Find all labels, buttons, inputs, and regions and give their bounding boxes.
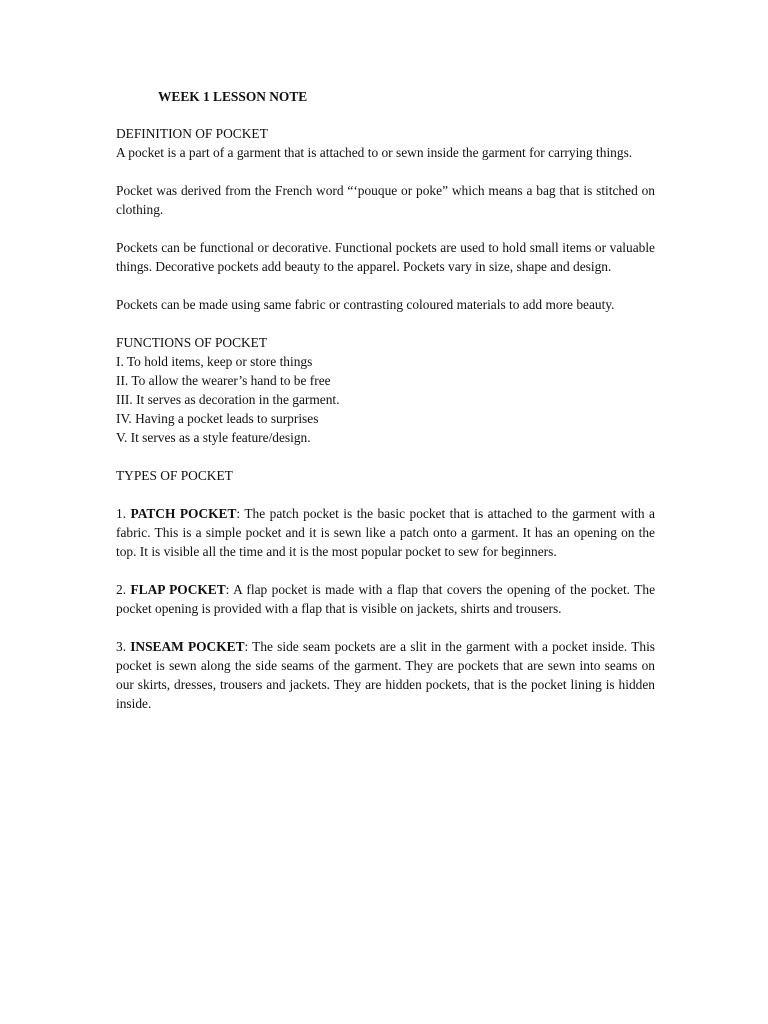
type-patch-pocket: [116, 504, 655, 561]
function-item: III. It serves as decoration in the garment.: [116, 392, 340, 407]
type-name: INSEAM POCKET: [130, 639, 245, 654]
type-flap-pocket: [116, 580, 655, 618]
type-description: : A flap pocket is made with a flap that covers the opening of the pocket. The pocket opening is provided with a flap that is visible on jackets, shirts and trousers.: [116, 582, 656, 616]
type-name: FLAP POCKET: [130, 582, 226, 597]
type-description: : The side seam pockets are a slit in the garment with a pocket inside. This pocket is sewn along the side seams of the garment. They are pockets that are sewn into seams on our skirts, dresses, trousers and jackets. They are hidden pockets, that is the pocket lining is hidden inside.: [116, 639, 656, 711]
functions-section: [116, 333, 655, 447]
function-item: IV. Having a pocket leads to surprises: [116, 411, 319, 426]
functions-heading: FUNCTIONS OF POCKET: [116, 335, 268, 350]
definition-paragraph: A pocket is a part of a garment that is attached to or sewn inside the garment for carrying things.: [116, 145, 633, 160]
function-item: II. To allow the wearer’s hand to be free: [116, 373, 331, 388]
function-item: I. To hold items, keep or store things: [116, 354, 313, 369]
document-page: [116, 87, 655, 732]
type-number: 1.: [116, 506, 131, 521]
definition-heading: DEFINITION OF POCKET: [116, 126, 268, 141]
etymology-paragraph: Pocket was derived from the French word “‘pouque or poke” which means a bag that is stitched on clothing.: [116, 183, 655, 217]
document-title: WEEK 1 LESSON NOTE: [158, 89, 308, 104]
materials-paragraph: Pockets can be made using same fabric or contrasting coloured materials to add more beauty.: [116, 297, 615, 312]
type-description: : The patch pocket is the basic pocket that is attached to the garment with a fabric. This is a simple pocket and it is sewn like a patch onto a garment. It has an opening on the top. It is visible all the time and it is the most popular pocket to sew for beginners.: [116, 506, 655, 559]
type-name: PATCH POCKET: [130, 506, 237, 521]
type-inseam-pocket: [116, 637, 655, 713]
function-item: V. It serves as a style feature/design.: [116, 430, 311, 445]
purpose-paragraph: Pockets can be functional or decorative. Functional pockets are used to hold small items or valuable things. Decorative pockets add beauty to the apparel. Pockets vary in size, shape and design.: [116, 240, 655, 274]
types-heading: TYPES OF POCKET: [116, 468, 233, 483]
type-number: 3.: [116, 639, 131, 654]
type-number: 2.: [116, 582, 131, 597]
